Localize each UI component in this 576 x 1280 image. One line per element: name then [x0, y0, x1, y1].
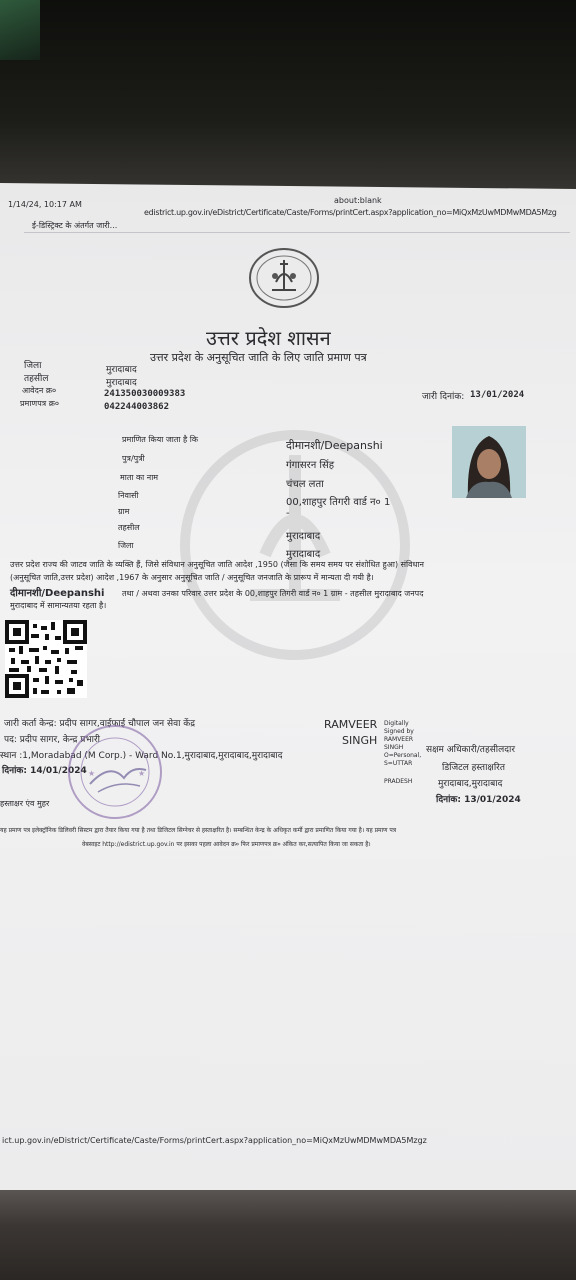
digital-sign-label: डिजिटल हस्ताक्षरित: [442, 763, 505, 773]
detail-label: तहसील: [118, 523, 140, 532]
detail-label: पुत्र/पुत्री: [122, 454, 145, 463]
sig-detail: S=UTTAR: [384, 760, 413, 767]
govt-title: उत्तर प्रदेश शासन: [206, 326, 331, 350]
certificate-title: उत्तर प्रदेश के अनुसूचित जाति के लिए जाति प्रमाण पत्र: [150, 351, 367, 364]
certificate-label: प्रमाणपत्र क्र०: [20, 399, 59, 408]
detail-label: निवासी: [118, 491, 139, 500]
sig-detail: O=Personal,: [384, 752, 422, 759]
sig-detail: Digitally: [384, 720, 409, 727]
detail-label: जिला: [118, 541, 134, 550]
signer-name-line2: SINGH: [342, 734, 378, 747]
person-photo-icon: [452, 426, 526, 498]
application-label: आवेदन क्र०: [22, 386, 57, 395]
print-page-title: about:blank: [334, 196, 382, 205]
print-url: edistrict.up.gov.in/eDistrict/Certificate/Caste/Forms/printCert.aspx?application_no=MiQxMzUwMDMwMDA5Mzg: [144, 208, 557, 217]
body-text-line: मुरादाबाद में सामान्यतया रहता है।: [10, 601, 107, 610]
applicant-photo: [452, 426, 526, 498]
issuer-centre: जारी कर्ता केन्द्र: प्रदीप सागर,वाईफाई चौपाल जन सेवा केंद्र: [4, 719, 195, 729]
footer-note: यह प्रमाण पत्र इलेक्ट्रॉनिक डिलिवरी सिस्टम द्वारा तैयार किया गया है तथा डिजिटल सिग्नेचर से हस्ताक्षरित है। सम्बन्धित केन्द्र के अधिकृत कर्मी द्वारा प्रमाणित किया गया है। यह प्रमाण पत्र: [0, 827, 397, 834]
application-value: 241350030009383: [104, 389, 186, 399]
issuer-date: दिनांक: 14/01/2024: [2, 766, 87, 776]
officer-date: दिनांक: 13/01/2024: [436, 795, 521, 805]
detail-value: गंगासरन सिंह: [286, 460, 335, 471]
district-value: मुरादाबाद: [106, 365, 137, 375]
dark-background-bottom: [0, 1190, 576, 1280]
dark-background-top: [0, 0, 576, 200]
sig-detail: Signed by: [384, 728, 414, 735]
official-seal-stamp-icon: [60, 722, 170, 822]
issuer-place: स्थान :1,Moradabad (M Corp.) - Ward No.1,मुरादाबाद,मुरादाबाद,मुरादाबाद: [0, 751, 283, 761]
body-text-line: उत्तर प्रदेश राज्य की जाटव जाति के व्यक्ति हैं, जिसे संविधान अनुसूचित जाति आदेश ,1950 (जैसा कि समय समय पर संशोधित हुआ) संविधान: [10, 560, 424, 569]
signer-name-line1: RAMVEER: [324, 718, 378, 731]
district-label: जिला: [24, 361, 42, 371]
svg-text:★: ★: [88, 769, 96, 778]
print-url-bottom: ict.up.gov.in/eDistrict/Certificate/Caste/Forms/printCert.aspx?application_no=MiQxMzUwMDMwMDA5Mzgz: [2, 1136, 427, 1145]
body-text-line: (अनुसूचित जाति,उत्तर प्रदेश) आदेश ,1967 के अनुसार अनुसूचित जाति / अनुसूचित जनजाति के प्रारूप में मान्यता दी गयी है।: [10, 573, 374, 582]
tehsil-label: तहसील: [24, 374, 49, 384]
detail-label: माता का नाम: [120, 473, 159, 482]
detail-value: मुरादाबाद: [286, 549, 321, 560]
svg-text:★: ★: [138, 769, 146, 778]
detail-value: -: [286, 508, 290, 519]
print-datetime: 1/14/24, 10:17 AM: [8, 200, 82, 209]
tehsil-value: मुरादाबाद: [106, 378, 137, 388]
sig-detail: PRADESH: [384, 778, 413, 785]
detail-value: दीमानशी/Deepanshi: [286, 439, 383, 452]
body-text-name: दीमानशी/Deepanshi: [10, 588, 105, 599]
background-object: [0, 0, 40, 60]
officer-place: मुरादाबाद,मुरादाबाद: [438, 779, 503, 789]
issue-date-label: जारी दिनांक:: [422, 392, 465, 402]
detail-value: मुरादाबाद: [286, 531, 321, 542]
detail-value: चंचल लता: [286, 479, 324, 490]
body-text-line: तथा / अथवा उनका परिवार उत्तर प्रदेश के 00,शाहपुर तिगरी वार्ड न० 1 ग्राम - तहसील मुरादाबाद जनपद: [122, 589, 424, 598]
detail-value: 00,शाहपुर तिगरी वार्ड न० 1: [286, 497, 391, 508]
sig-detail: SINGH: [384, 744, 404, 751]
issue-date-value: 13/01/2024: [470, 390, 525, 400]
detail-label: ग्राम: [118, 507, 130, 516]
detail-label: प्रमाणित किया जाता है कि: [122, 435, 199, 444]
footer-note: वेबसाइट http://edistrict.up.gov.in पर इसका पहला आवेदन क्र० फिर प्रमाणपत्र क्र० अंकित कर,सत्यापित किया जा सकता है।: [82, 841, 371, 848]
issuer-sign-label: हस्ताक्षर एंव मुहर: [0, 799, 50, 808]
issuer-post: पद: प्रदीप सागर, केन्द्र प्रभारी: [4, 735, 100, 745]
print-note: ई-डिस्ट्रिक्ट के अंतर्गत जारी...: [32, 221, 118, 230]
qr-code-icon: [5, 620, 87, 698]
divider: [24, 232, 570, 233]
up-govt-emblem-icon: [246, 246, 322, 310]
sig-detail: RAMVEER: [384, 736, 414, 743]
officer-title: सक्षम अधिकारी/तहसीलदार: [426, 745, 516, 755]
certificate-value: 042244003862: [104, 402, 170, 412]
